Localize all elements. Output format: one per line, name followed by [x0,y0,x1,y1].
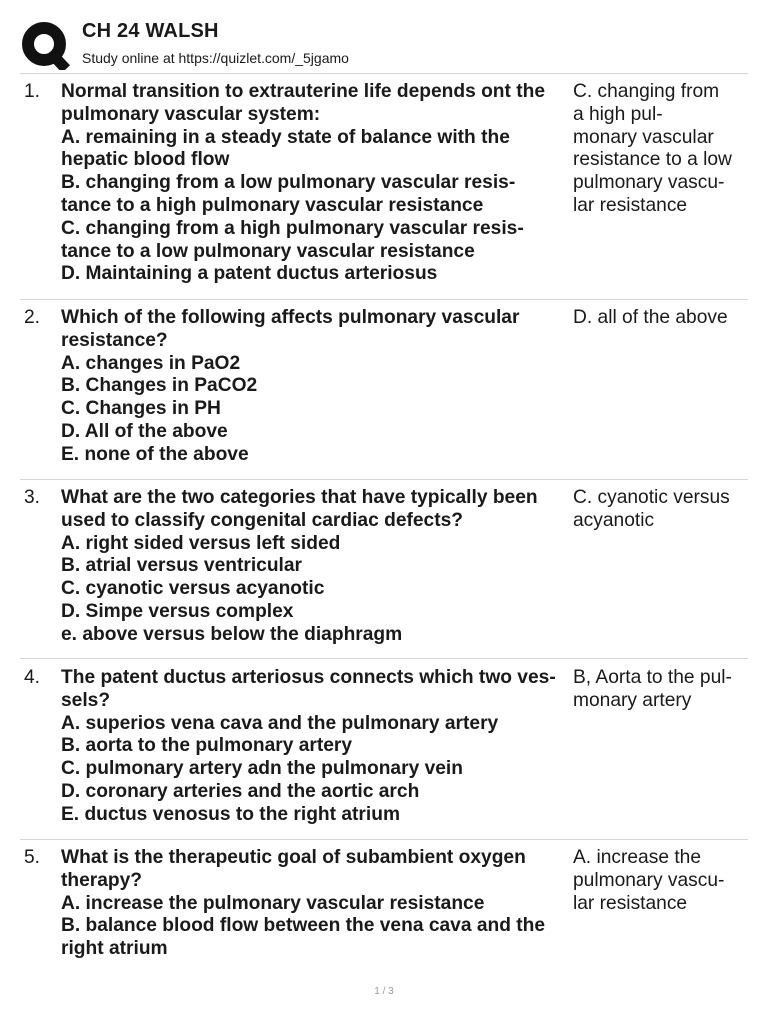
divider [20,73,748,74]
question-line: What are the two categories that have typically been [61,487,538,508]
question-line: C. Changes in PH [61,398,221,420]
answer [573,667,743,713]
question-line: e. above versus below the diaphragm [61,623,403,645]
question-line: C. changing from a high pulmonary vascular resis- [61,217,524,239]
answer [573,847,743,915]
answer [573,307,743,330]
question-line: B. changing from a low pulmonary vascular resis- [61,172,516,194]
question-line: C. cyanotic versus acyanotic [61,578,325,600]
divider [20,479,748,480]
question-line: A. changes in PaO2 [61,352,241,374]
question [61,667,581,827]
answer-line: B, Aorta to the pul- [573,667,732,688]
question-line: B. balance blood flow between the vena cava and the [61,915,546,937]
question-line: B. atrial versus ventricular [61,555,303,577]
question [61,307,581,467]
answer-line: resistance to a low [573,149,732,171]
question-line: sels? [61,689,111,711]
question-line: The patent ductus arteriosus connects which two ves- [61,667,556,688]
answer-line: lar resistance [573,194,688,216]
question-line: tance to a high pulmonary vascular resistance [61,194,484,216]
card-number: 5. [24,847,41,868]
question-line: D. Maintaining a patent ductus arteriosus [61,263,438,285]
question-line: D. All of the above [61,420,228,442]
answer-line: monary vascular [573,126,714,148]
question-line: B. Changes in PaCO2 [61,375,258,397]
question-line: resistance? [61,329,168,351]
answer-line: a high pul- [573,103,663,125]
card-number: 2. [24,307,41,328]
answer-line: C. changing from [573,81,720,102]
card-number: 4. [24,667,41,688]
answer-line: A. increase the [573,847,701,868]
question-line: E. none of the above [61,443,249,465]
question-line: A. superios vena cava and the pulmonary artery [61,712,499,734]
question [61,81,581,286]
page-number: 1 / 3 [374,986,394,997]
question-line: A. increase the pulmonary vascular resistance [61,892,485,914]
answer-line: lar resistance [573,892,688,914]
question [61,847,581,961]
question-line: right atrium [61,938,168,960]
question-line: B. aorta to the pulmonary artery [61,735,353,757]
answer-line: pulmonary vascu- [573,869,725,891]
question-line: used to classify congenital cardiac defects? [61,509,464,531]
quizlet-logo-icon [20,20,70,70]
question-line: pulmonary vascular system: [61,103,321,125]
study-link-text: Study online at https://quizlet.com/_5jgamo [82,50,349,66]
question-line: E. ductus venosus to the right atrium [61,803,401,825]
question-line: tance to a low pulmonary vascular resistance [61,240,475,262]
answer-line: C. cyanotic versus [573,487,730,508]
question-line: A. remaining in a steady state of balance with the [61,126,510,148]
page-title: CH 24 WALSH [82,20,219,42]
answer-line: pulmonary vascu- [573,172,725,194]
question-line: therapy? [61,869,143,891]
answer-line: monary artery [573,689,692,711]
question-line: A. right sided versus left sided [61,532,341,554]
question-line: D. Simpe versus complex [61,600,294,622]
card-number: 3. [24,487,41,508]
question [61,487,581,647]
question-line: D. coronary arteries and the aortic arch [61,780,420,802]
divider [20,839,748,840]
question-line: Which of the following affects pulmonary vascular [61,307,520,328]
question-line: C. pulmonary artery adn the pulmonary vein [61,758,463,780]
question-line: What is the therapeutic goal of subambient oxygen [61,847,526,868]
divider [20,299,748,300]
card-number: 1. [24,81,41,102]
answer [573,81,743,218]
answer [573,487,743,533]
question-line: Normal transition to extrauterine life depends ont the [61,81,546,102]
answer-line: acyanotic [573,509,655,531]
answer-line: D. all of the above [573,307,728,328]
question-line: hepatic blood flow [61,149,230,171]
divider [20,658,748,659]
